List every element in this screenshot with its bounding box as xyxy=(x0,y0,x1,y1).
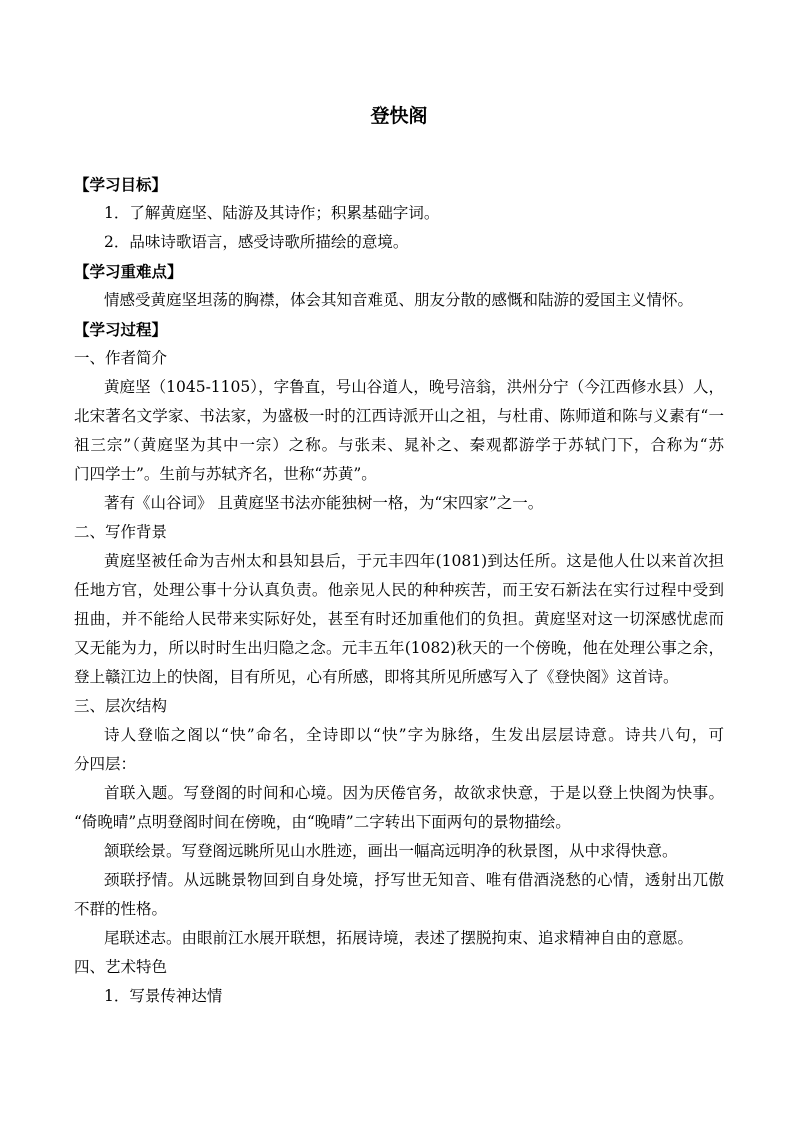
document-page xyxy=(74,96,724,1011)
author-paragraph-2: 著有《山谷词》 且黄庭坚书法亦能独树一格，为“宋四家”之一。 xyxy=(104,494,544,512)
section-heading-key-points: 【学习重难点】 xyxy=(74,262,183,281)
background-paragraph-line: 登上赣江边上的快阁，目有所见，心有所感，即将其所见所感写入了《登快阁》这首诗。 xyxy=(74,668,679,686)
author-paragraph-line: 黄庭坚（1045-1105），字鲁直，号山谷道人，晚号涪翁，洪州分宁（今江西修水县）人， xyxy=(104,378,724,396)
section-heading-goals: 【学习目标】 xyxy=(74,175,168,194)
art-item-1: 1．写景传神达情 xyxy=(104,987,223,1005)
goal-item-1: 1．了解黄庭坚、陆游及其诗作；积累基础字词。 xyxy=(104,204,440,222)
structure-paragraph-3-line: 不群的性格。 xyxy=(74,900,168,918)
structure-paragraph-4: 尾联述志。由眼前江水展开联想，拓展诗境，表述了摆脱拘束、追求精神自由的意愿。 xyxy=(104,929,694,947)
background-heading: 二、写作背景 xyxy=(74,523,168,541)
structure-intro-line: 诗人登临之阁以“快”命名，全诗即以“快”字为脉络，生发出层层诗意。诗共八句，可 xyxy=(104,726,724,744)
structure-paragraph-2: 颔联绘景。写登阁远眺所见山水胜迹，画出一幅高远明净的秋景图，从中求得快意。 xyxy=(104,842,678,860)
author-paragraph-line: 门四学士”。生前与苏轼齐名，世称“苏黄”。 xyxy=(74,465,377,483)
author-heading: 一、作者简介 xyxy=(74,349,168,367)
structure-paragraph-1-line: “倚晚晴”点明登阁时间在傍晚，由“晚晴”二字转出下面两句的景物描绘。 xyxy=(74,813,571,831)
background-paragraph-line: 扭曲，并不能给人民带来实际好处，甚至有时还加重他们的负担。黄庭坚对这一切深感忧虑而 xyxy=(74,610,724,628)
structure-paragraph-1-line: 首联入题。写登阁的时间和心境。因为厌倦官务，故欲求快意，于是以登上快阁为快事。 xyxy=(104,784,724,802)
page-title: 登快阁 xyxy=(370,105,428,127)
structure-heading: 三、层次结构 xyxy=(74,697,168,715)
section-heading-process: 【学习过程】 xyxy=(74,320,168,339)
background-paragraph-line: 黄庭坚被任命为吉州太和县知县后，于元丰四年(1081)到达任所。这是他人仕以来首次担 xyxy=(104,552,724,570)
background-paragraph-line: 任地方官，处理公事十分认真负责。他亲见人民的种种疾苦，而王安石新法在实行过程中受到 xyxy=(74,581,724,599)
structure-paragraph-3-line: 颈联抒情。从远眺景物回到自身处境，抒写世无知音、唯有借酒浇愁的心情，透射出兀傲 xyxy=(104,871,724,889)
author-paragraph-line: 祖三宗”（黄庭坚为其中一宗）之称。与张耒、晁补之、秦观都游学于苏轼门下，合称为“苏 xyxy=(74,436,724,454)
goal-item-2: 2．品味诗歌语言，感受诗歌所描绘的意境。 xyxy=(104,233,409,251)
author-paragraph-line: 北宋著名文学家、书法家，为盛极一时的江西诗派开山之祖，与杜甫、陈师道和陈与义素有“一 xyxy=(74,407,724,425)
background-paragraph-line: 又无能为力，所以时时生出归隐之念。元丰五年(1082)秋天的一个傍晚，他在处理公事之余， xyxy=(74,639,724,657)
key-points-text: 情感受黄庭坚坦荡的胸襟，体会其知音难觅、朋友分散的感慨和陆游的爱国主义情怀。 xyxy=(104,291,694,309)
structure-intro-line: 分四层： xyxy=(74,755,137,773)
art-heading: 四、艺术特色 xyxy=(74,958,168,976)
